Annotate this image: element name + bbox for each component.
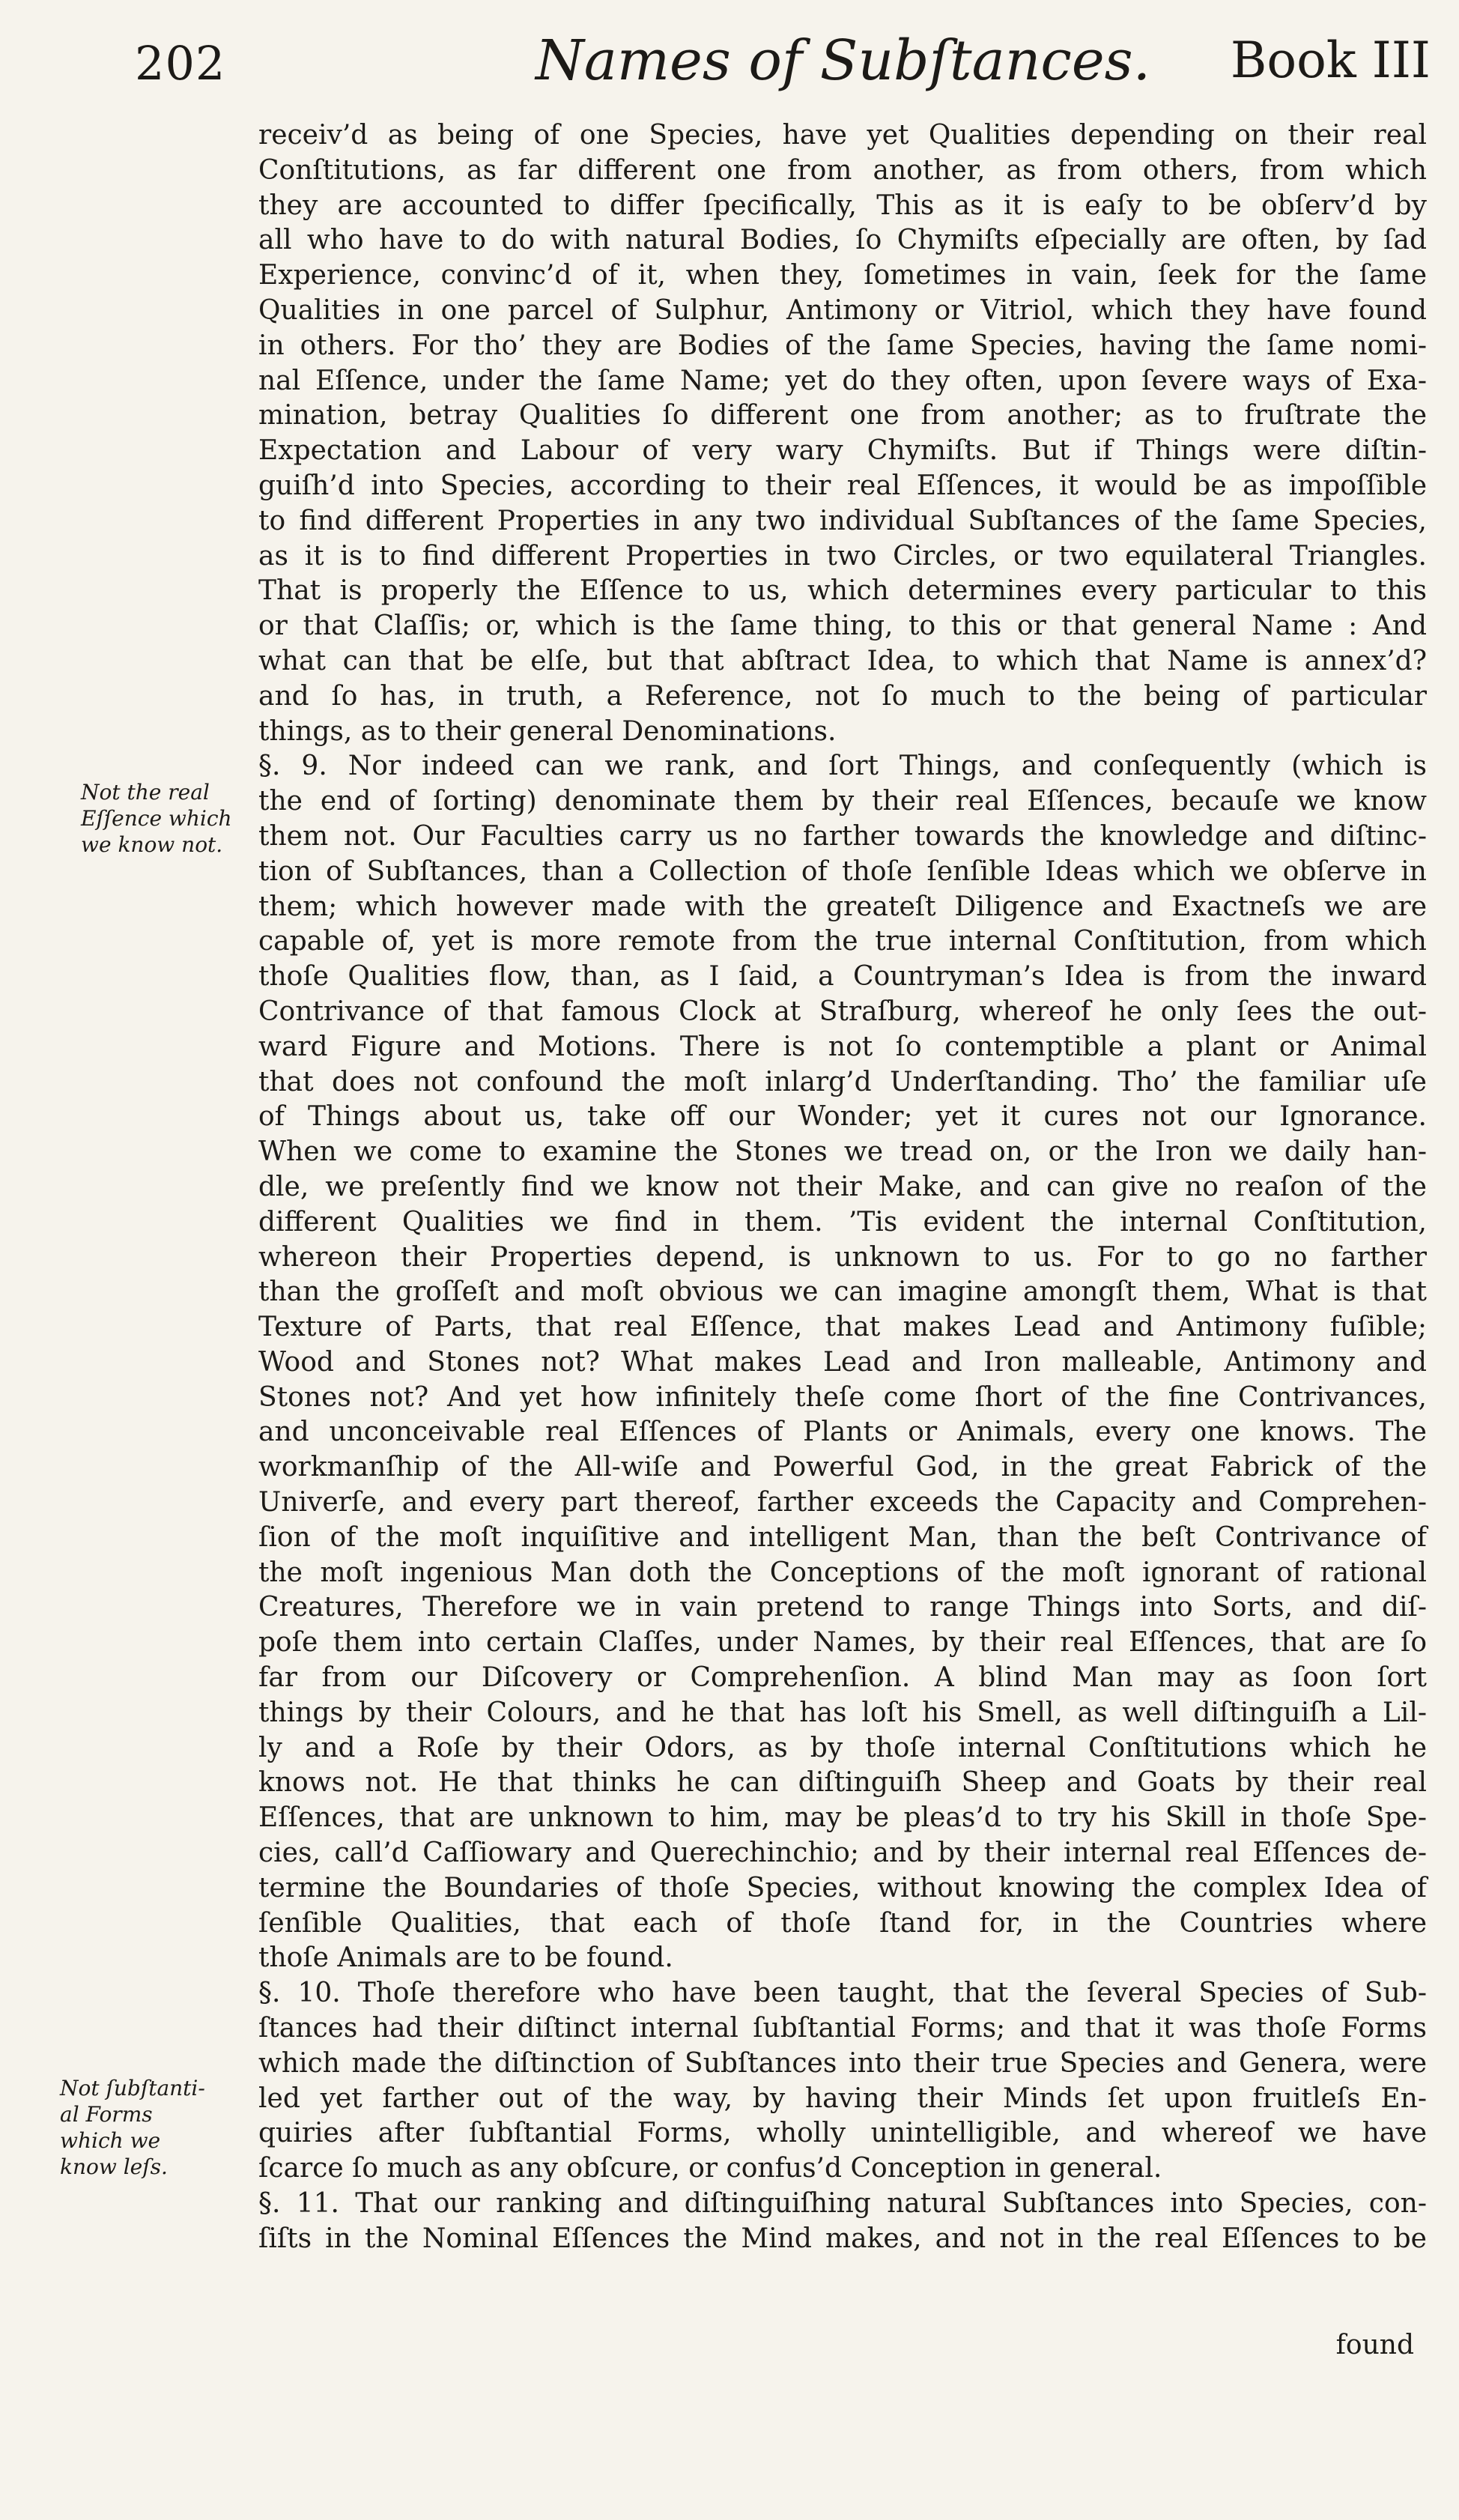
text-line: the end of ſorting) denominate them by their real Eſſences, becauſe we know (258, 786, 1427, 817)
text-line: Wood and Stones not? What makes Lead and Iron malleable, Antimony and (258, 1346, 1427, 1378)
text-line: to find different Properties in any two individual Subſtances of the ſame Species, (258, 505, 1427, 536)
running-title: Names of Subſtances. (536, 28, 1151, 93)
text-line: termine the Boundaries of thoſe Species, without knowing the complex Idea of (258, 1872, 1427, 1903)
text-line: thoſe Animals are to be found. (258, 1942, 673, 1974)
text-line: poſe them into certain Claſſes, under Names, by their real Eſſences, that are ſo (258, 1627, 1427, 1659)
text-line: ſenſible Qualities, that each of thoſe ſtand for, in the Countries where (258, 1907, 1427, 1939)
text-line: Conſtitutions, as far different one from another, as from others, from which (258, 154, 1427, 186)
text-line: things by their Colours, and he that has loſt his Smell, as well diſtinguiſh a Lil- (258, 1697, 1427, 1728)
text-line: things, as to their general Denominations. (258, 715, 837, 747)
running-head (37, 22, 1431, 105)
text-line: led yet farther out of the way, by having their Minds ſet upon fruitleſs En- (258, 2083, 1427, 2114)
text-line: tion of Subſtances, than a Collection of thoſe ſenſible Ideas which we obſerve in (258, 855, 1427, 887)
text-line: capable of, yet is more remote from the true internal Conſtitution, from which (258, 926, 1427, 957)
text-line: different Qualities we find in them. ’Tis evident the internal Conſtitution, (258, 1206, 1427, 1238)
text-line: and unconceivable real Eſſences of Plants or Animals, every one knows. The (258, 1417, 1427, 1448)
text-line: all who have to do with natural Bodies, ſo Chymiſts eſpecially are often, by ſad (258, 225, 1427, 256)
margin-note-2: Not ſubſtanti- al Forms which we know leſs. (60, 2076, 205, 2179)
text-line: they are accounted to differ ſpecifically, This as it is eaſy to be obſerv’d by (258, 190, 1427, 221)
text-line: as it is to find different Properties in two Circles, or two equilateral Triangles. (258, 540, 1427, 572)
text-line: quiries after ſubſtantial Forms, wholly unintelligible, and whereof we have (258, 2118, 1427, 2149)
text-line: Expectation and Labour of very wary Chymiſts. But if Things were diſtin- (258, 435, 1427, 467)
text-line: and ſo has, in truth, a Reference, not ſo much to the being of particular (258, 680, 1427, 712)
text-line: receiv’d as being of one Species, have yet Qualities depending on their real (258, 120, 1427, 151)
text-line: them not. Our Faculties carry us no farther towards the knowledge and diſtinc- (258, 820, 1427, 852)
text-line: §. 11. That our ranking and diſtinguiſhing natural Subſtances into Species, con- (258, 2188, 1427, 2220)
text-line: ſcarce ſo much as any obſcure, or confus’d Conception in general. (258, 2153, 1162, 2184)
text-line: §. 9. Nor indeed can we rank, and ſort Things, and conſequently (which is (258, 751, 1427, 782)
text-line: ſion of the moſt inquiſitive and intelligent Man, than the beſt Contrivance of (258, 1521, 1427, 1553)
book-label: Book III (1230, 31, 1431, 89)
text-line: Creatures, Therefore we in vain pretend to range Things into Sorts, and diſ- (258, 1592, 1427, 1623)
text-line: guiſh’d into Species, according to their real Eſſences, it would be as impoſſible (258, 470, 1427, 501)
text-line: mination, betray Qualities ſo different one from another; as to fruſtrate the (258, 400, 1427, 431)
text-line: of Things about us, take off our Wonder; yet it cures not our Ignorance. (258, 1101, 1427, 1133)
text-line: which made the diſtinction of Subſtances into their true Species and Genera, were (258, 2047, 1427, 2079)
margin-note-1: Not the real Eſſence which we know not. (81, 780, 232, 857)
text-line: whereon their Properties depend, is unknown to us. For to go no farther (258, 1241, 1427, 1273)
text-line: dle, we preſently find we know not their Make, and can give no reaſon of the (258, 1171, 1427, 1202)
body-text (258, 118, 1427, 2257)
text-line: Univerſe, and every part thereof, farther exceeds the Capacity and Comprehen- (258, 1487, 1427, 1518)
text-line: Eſſences, that are unknown to him, may be pleas’d to try his Skill in thoſe Spe- (258, 1802, 1427, 1834)
text-line: Texture of Parts, that real Eſſence, that makes Lead and Antimony fuſible; (258, 1312, 1427, 1343)
text-line: in others. For tho’ they are Bodies of the ſame Species, having the ſame nomi- (258, 330, 1427, 361)
text-line: far from our Diſcovery or Comprehenſion. A blind Man may as ſoon ſort (258, 1662, 1427, 1694)
text-line: ward Figure and Motions. There is not ſo contemptible a plant or Animal (258, 1031, 1427, 1062)
text-line: thoſe Qualities flow, than, as I ſaid, a Countryman’s Idea is from the inward (258, 961, 1427, 993)
text-line: the moſt ingenious Man doth the Conceptions of the moſt ignorant of rational (258, 1557, 1427, 1588)
text-line: or that Claſſis; or, which is the ſame thing, to this or that general Name : And (258, 611, 1427, 642)
text-line: When we come to examine the Stones we tread on, or the Iron we daily han- (258, 1136, 1427, 1168)
text-line: Experience, convinc’d of it, when they, ſometimes in vain, ſeek for the ſame (258, 260, 1427, 291)
text-line: Stones not? And yet how infinitely theſe come ſhort of the fine Contrivances, (258, 1381, 1427, 1413)
text-line: what can that be elſe, but that abſtract Idea, to which that Name is annex’d? (258, 645, 1427, 676)
text-line: nal Eſſence, under the ſame Name; yet do they often, upon ſevere ways of Exa- (258, 365, 1427, 396)
text-line: ly and a Roſe by their Odors, as by thoſe internal Conſtitutions which he (258, 1732, 1427, 1763)
text-line: That is properly the Eſſence to us, which determines every particular to this (258, 575, 1427, 607)
text-line: §. 10. Thoſe therefore who have been taught, that the ſeveral Species of Sub- (258, 1978, 1427, 2009)
text-line: them; which however made with the greateſt Diligence and Exactneſs we are (258, 891, 1427, 922)
text-line: Contrivance of that famous Clock at Straſburg, whereof he only ſees the out- (258, 996, 1427, 1027)
text-line: workmanſhip of the All-wiſe and Powerful God, in the great Fabrick of the (258, 1452, 1427, 1483)
page-number: 202 (135, 36, 226, 91)
text-line: ſtances had their diſtinct internal ſubſtantial Forms; and that it was thoſe Forms (258, 2013, 1427, 2044)
text-line: ſiſts in the Nominal Eſſences the Mind makes, and not in the real Eſſences to be (258, 2223, 1427, 2254)
text-line: knows not. He that thinks he can diſtinguiſh Sheep and Goats by their real (258, 1767, 1427, 1799)
catchword: found (1335, 2330, 1414, 2360)
text-line: that does not confound the moſt inlarg’d Underſtanding. Tho’ the familiar uſe (258, 1066, 1427, 1097)
text-line: cies, call’d Caſſiowary and Querechinchio; and by their internal real Eſſences de- (258, 1838, 1427, 1869)
text-line: than the groſſeſt and moſt obvious we can imagine amongſt them, What is that (258, 1276, 1427, 1308)
text-line: Qualities in one parcel of Sulphur, Antimony or Vitriol, which they have found (258, 294, 1427, 326)
